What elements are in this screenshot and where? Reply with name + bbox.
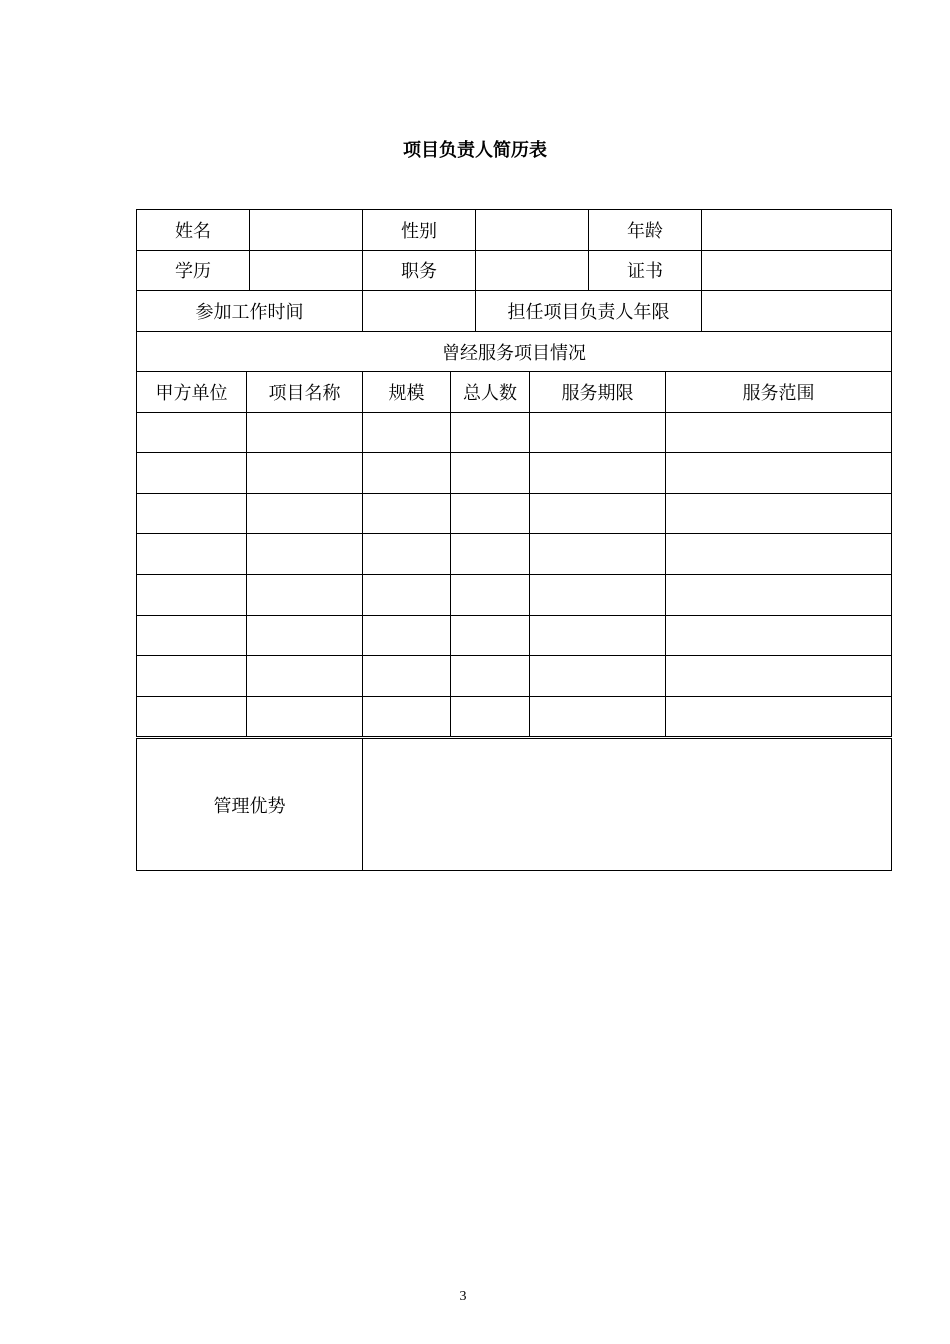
column-header-headcount: 总人数 (451, 372, 530, 413)
table-row (137, 739, 892, 871)
age-label: 年龄 (589, 210, 702, 251)
table-cell[interactable] (363, 534, 451, 575)
table-cell[interactable] (137, 412, 247, 453)
pm-years-field[interactable] (702, 291, 892, 332)
table-row (137, 615, 892, 656)
table-row (137, 412, 892, 453)
table-cell[interactable] (137, 696, 247, 737)
table-row (137, 534, 892, 575)
table-cell[interactable] (666, 615, 892, 656)
table-cell[interactable] (451, 615, 530, 656)
table-cell[interactable] (363, 656, 451, 697)
management-table (136, 738, 892, 871)
column-header-client: 甲方单位 (137, 372, 247, 413)
table-cell[interactable] (137, 493, 247, 534)
table-cell[interactable] (666, 493, 892, 534)
table-cell[interactable] (247, 493, 363, 534)
table-cell[interactable] (137, 615, 247, 656)
table-cell[interactable] (666, 696, 892, 737)
table-cell[interactable] (451, 412, 530, 453)
column-header-service-scope: 服务范围 (666, 372, 892, 413)
table-cell[interactable] (363, 574, 451, 615)
table-cell[interactable] (530, 615, 666, 656)
table-row (137, 453, 892, 494)
table-cell[interactable] (666, 534, 892, 575)
management-field[interactable] (363, 739, 892, 871)
projects-table (136, 371, 892, 737)
table-cell[interactable] (666, 453, 892, 494)
work-start-field[interactable] (363, 291, 476, 332)
table-cell[interactable] (247, 534, 363, 575)
work-start-label: 参加工作时间 (137, 291, 363, 332)
table-cell[interactable] (137, 656, 247, 697)
gender-label: 性别 (363, 210, 476, 251)
page-number: 3 (459, 1289, 467, 1304)
column-header-service-period: 服务期限 (530, 372, 666, 413)
position-label: 职务 (363, 250, 476, 291)
table-cell[interactable] (451, 574, 530, 615)
education-label: 学历 (137, 250, 250, 291)
table-cell[interactable] (363, 615, 451, 656)
management-label: 管理优势 (137, 739, 363, 871)
table-cell[interactable] (451, 696, 530, 737)
age-field[interactable] (702, 210, 892, 251)
education-field[interactable] (250, 250, 363, 291)
table-cell[interactable] (451, 656, 530, 697)
table-cell[interactable] (137, 574, 247, 615)
gender-field[interactable] (476, 210, 589, 251)
table-row (137, 574, 892, 615)
table-cell[interactable] (247, 615, 363, 656)
pm-years-label: 担任项目负责人年限 (476, 291, 702, 332)
table-cell[interactable] (247, 574, 363, 615)
table-row (137, 291, 892, 332)
table-cell[interactable] (363, 493, 451, 534)
name-field[interactable] (250, 210, 363, 251)
table-row (137, 696, 892, 737)
table-cell[interactable] (530, 656, 666, 697)
table-cell[interactable] (666, 412, 892, 453)
table-cell[interactable] (137, 534, 247, 575)
table-cell[interactable] (451, 453, 530, 494)
table-cell[interactable] (530, 412, 666, 453)
page-title: 项目负责人简历表 (403, 140, 547, 161)
table-cell[interactable] (530, 534, 666, 575)
column-header-project-name: 项目名称 (247, 372, 363, 413)
name-label: 姓名 (137, 210, 250, 251)
table-cell[interactable] (451, 534, 530, 575)
table-cell[interactable] (247, 453, 363, 494)
table-cell[interactable] (530, 696, 666, 737)
certificate-label: 证书 (589, 250, 702, 291)
table-header-row (137, 372, 892, 413)
table-row (137, 331, 892, 372)
table-cell[interactable] (137, 453, 247, 494)
table-cell[interactable] (363, 696, 451, 737)
table-cell[interactable] (666, 574, 892, 615)
table-cell[interactable] (247, 412, 363, 453)
table-cell[interactable] (451, 493, 530, 534)
table-cell[interactable] (247, 696, 363, 737)
table-cell[interactable] (530, 493, 666, 534)
table-row (137, 210, 892, 251)
table-row (137, 493, 892, 534)
basic-info-table (136, 209, 892, 372)
table-cell[interactable] (247, 656, 363, 697)
table-cell[interactable] (530, 574, 666, 615)
table-cell[interactable] (530, 453, 666, 494)
certificate-field[interactable] (702, 250, 892, 291)
table-cell[interactable] (363, 453, 451, 494)
table-cell[interactable] (666, 656, 892, 697)
column-header-scale: 规模 (363, 372, 451, 413)
table-cell[interactable] (363, 412, 451, 453)
projects-section-title: 曾经服务项目情况 (137, 331, 892, 372)
table-row (137, 656, 892, 697)
position-field[interactable] (476, 250, 589, 291)
table-row (137, 250, 892, 291)
